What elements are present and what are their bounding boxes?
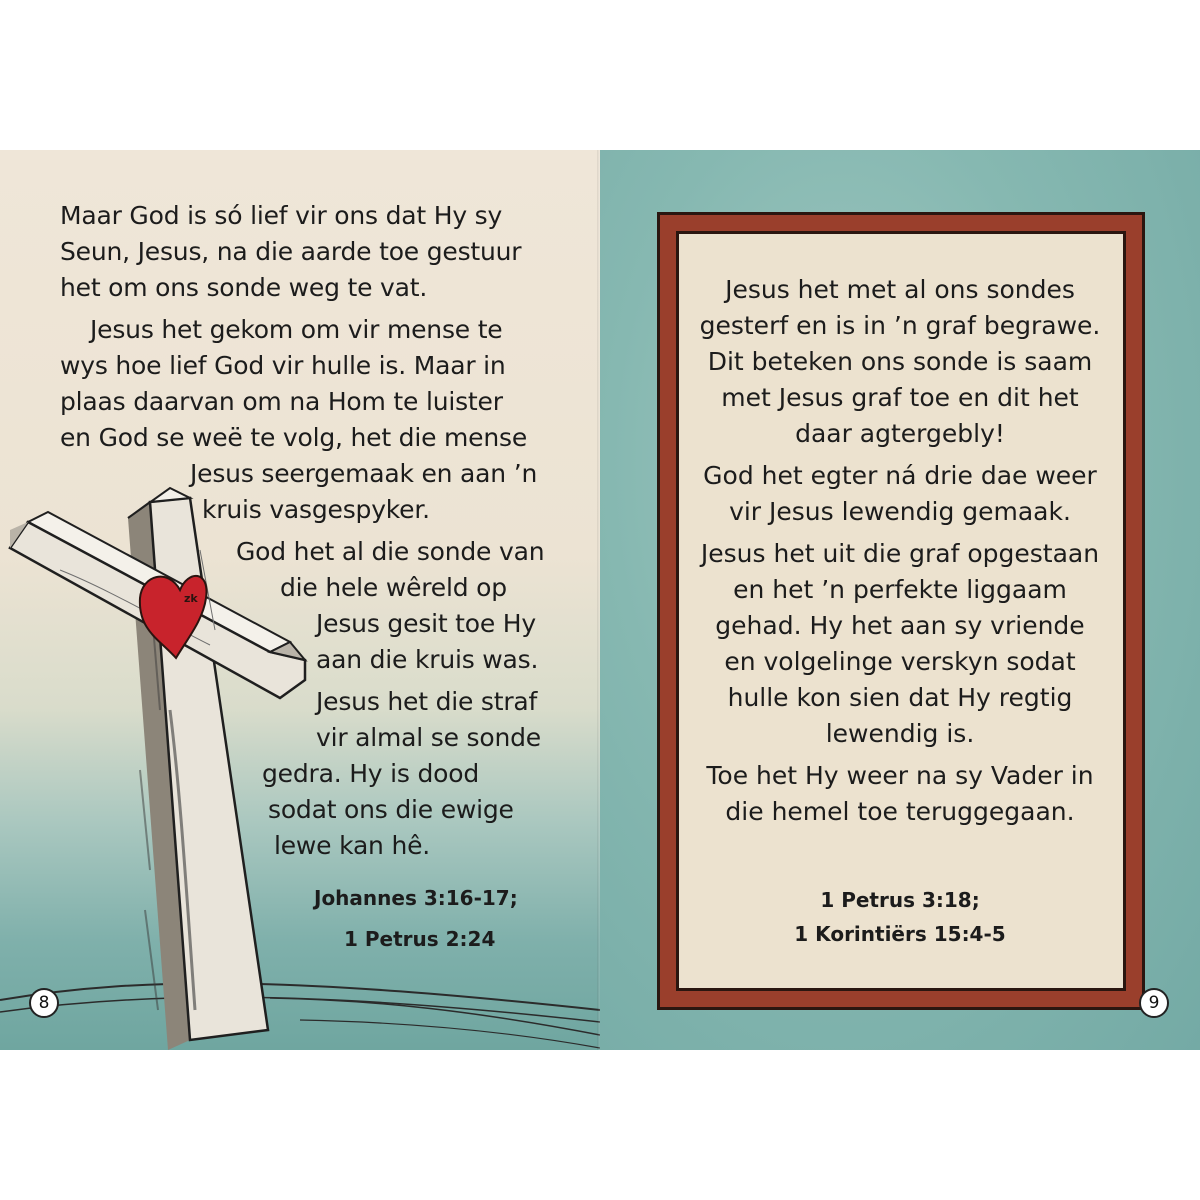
left-paragraph-2-line-3: plaas daarvan om na Hom te luister: [60, 387, 503, 416]
right-paragraph-3-line-1: Jesus het uit die graf opgestaan: [700, 539, 1100, 568]
right-paragraph-4-line-1: Toe het Hy weer na sy Vader in: [706, 761, 1094, 790]
right-paragraph-2-line-1: God het egter ná drie dae weer: [703, 461, 1097, 490]
left-paragraph-1-line-1: Maar God is só lief vir ons dat Hy sy: [60, 201, 503, 230]
left-paragraph-2-line-5: Jesus seergemaak en aan ’n: [190, 459, 538, 488]
left-paragraph-1-line-3: het om ons sonde weg te vat.: [60, 273, 428, 302]
left-paragraph-4-line-3: gedra. Hy is dood: [262, 759, 479, 788]
page-number-right: 9: [1139, 988, 1169, 1018]
left-paragraph-2-line-4: en God se weë te volg, het die mense: [60, 423, 527, 452]
left-paragraph-4-line-4: sodat ons die ewige: [268, 795, 514, 824]
left-reference-1: Johannes 3:16-17;: [314, 886, 518, 910]
right-paragraph-1-line-2: gesterf en is in ’n graf begrawe.: [699, 311, 1101, 340]
left-paragraph-1-line-2: Seun, Jesus, na die aarde toe gestuur: [60, 237, 522, 266]
right-paragraph-1-line-3: Dit beteken ons sonde is saam: [707, 347, 1093, 376]
left-reference-2: 1 Petrus 2:24: [344, 927, 496, 951]
left-paragraph-2-line-1: Jesus het gekom om vir mense te: [90, 315, 503, 344]
left-paragraph-4-line-5: lewe kan hê.: [274, 831, 431, 860]
left-page: [0, 150, 600, 1050]
right-paragraph-4-line-2: die hemel toe teruggegaan.: [725, 797, 1075, 826]
right-paragraph-1-line-1: Jesus het met al ons sondes: [725, 275, 1075, 304]
left-paragraph-4-line-2: vir almal se sonde: [316, 723, 541, 752]
right-paragraph-1-line-4: met Jesus graf toe en dit het: [721, 383, 1079, 412]
left-paragraph-3-line-2: die hele wêreld op: [280, 573, 507, 602]
heart-mark: zk: [184, 592, 198, 605]
left-paragraph-3-line-4: aan die kruis was.: [316, 645, 539, 674]
left-paragraph-4-line-1: Jesus het die straf: [316, 687, 538, 716]
right-paragraph-3-line-5: hulle kon sien dat Hy regtig: [727, 683, 1073, 712]
page-number-left: 8: [29, 988, 59, 1018]
book-spread: [0, 150, 1200, 1050]
right-reference-2: 1 Korintiërs 15:4-5: [794, 922, 1006, 946]
right-page: [600, 150, 1200, 1050]
right-paragraph-2-line-2: vir Jesus lewendig gemaak.: [729, 497, 1071, 526]
right-reference-1: 1 Petrus 3:18;: [820, 888, 980, 912]
left-paragraph-2-line-2: wys hoe lief God vir hulle is. Maar in: [60, 351, 506, 380]
left-paragraph-3-line-1: God het al die sonde van: [236, 537, 545, 566]
right-paragraph-3-line-2: en het ’n perfekte liggaam: [733, 575, 1067, 604]
right-paragraph-3-line-4: en volgelinge verskyn sodat: [724, 647, 1076, 676]
right-paragraph-3-line-6: lewendig is.: [825, 719, 975, 748]
left-paragraph-3-line-3: Jesus gesit toe Hy: [316, 609, 536, 638]
right-paragraph-3-line-3: gehad. Hy het aan sy vriende: [715, 611, 1085, 640]
left-paragraph-2-line-6: kruis vasgespyker.: [202, 495, 430, 524]
right-paragraph-1-line-5: daar agtergebly!: [795, 419, 1005, 448]
